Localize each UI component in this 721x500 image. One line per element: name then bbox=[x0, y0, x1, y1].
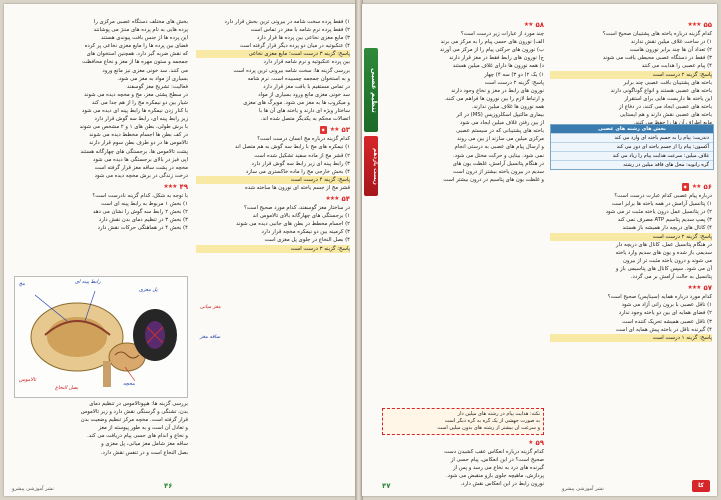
question-header bbox=[550, 183, 712, 191]
text-line: این یاخته ها داربست هایی برای استقرار bbox=[624, 95, 712, 102]
chapter-banner: تنظیم عصبی bbox=[364, 48, 378, 132]
text-line: می کنند. سد خونی مغزی نیز مانع ورود bbox=[102, 67, 188, 74]
table-row: آکسون: پیام را از جسم یاخته ای دور می کند bbox=[551, 142, 713, 151]
question-number: ۵۸ bbox=[535, 21, 544, 29]
text-line: کدام گزینه درباره انعکاس عقب کشیدن دست bbox=[444, 449, 544, 456]
answer-option: درباره پیام عصبی کدام عبارت درست است؟ bbox=[614, 193, 712, 200]
answer-option: ۲) در پتانسیل عمل درون یاخته مثبت تر می شود bbox=[605, 209, 712, 216]
question-number: ۴۹ bbox=[179, 182, 188, 191]
text-line: بخش های مختلف دستگاه عصبی مرکزی را bbox=[93, 19, 188, 25]
text-line: ۴) پیام عصبی را هدایت می کنند bbox=[641, 63, 712, 70]
answer-option: ۳) رابط پینه ای زیر رابط سه گوش قرار دارد bbox=[251, 160, 350, 167]
text-line: زیر رابط پینه ای، رابط سه گوش قرار دارد bbox=[94, 116, 188, 123]
text-line: جمجمه و ستون مهره ها از مغز و نخاع محافظت bbox=[82, 59, 188, 66]
text-line: یاخته های عصبی هستند و انواع گوناگونی دارند bbox=[610, 87, 712, 94]
text-line: ۱) یک ۲) دو ۳) سه ۴) چهار bbox=[484, 71, 544, 78]
answer-option: با توجه به شکل، کدام گزینه نادرست است؟ bbox=[92, 192, 188, 199]
figure-label: مخ bbox=[19, 281, 25, 287]
question-header bbox=[382, 21, 544, 29]
right-page bbox=[362, 4, 717, 496]
question-number: ۵۳ bbox=[341, 126, 350, 135]
text-line: صحیح است؟ در این انعکاس، پیام حسی از bbox=[450, 457, 544, 464]
text-line: ۱) فقط پرده سخت شامه در بیرونی ترین بخش قرار دارد bbox=[224, 19, 350, 25]
text-line: در سطح پشتی مغز، مخ و مخچه دیده می شوند bbox=[84, 91, 188, 98]
text-line: بصل النخاع است و در تنفس نقش دارد. bbox=[100, 449, 188, 456]
difficulty-stars-icon: ★★★ bbox=[687, 284, 701, 292]
text-line: و نخاع و اندام های حسی پیام دریافت می کند. bbox=[87, 433, 188, 440]
text-line: ۲) فقط پرده نرم شامه با مغز در تماس است bbox=[250, 27, 350, 34]
right-outer-lower bbox=[550, 180, 712, 470]
answer-option: آن می شود. سپس کانال های پتاسیمی باز و bbox=[615, 265, 712, 272]
difficulty-stars-icon: ★★ bbox=[329, 126, 339, 134]
question-number: ۵۷ bbox=[703, 284, 712, 293]
left-inner-bottom bbox=[10, 400, 188, 470]
text-line: ب) نورون های حرکتی پیام را از مرکز می آورند bbox=[439, 47, 544, 54]
info-table bbox=[550, 124, 714, 170]
badge-icon: ◆ bbox=[320, 126, 327, 134]
text-line: بررسی گزینه ها: سخت شامه بیرونی ترین پرده است bbox=[233, 67, 350, 74]
answer-option: ۲) بخش ۲ رابط سه گوش را نشان می دهد bbox=[92, 209, 188, 216]
text-line: درخت زندگی در برش مخچه دیده می شود bbox=[94, 172, 188, 179]
table-row: غلاف میلین: سرعت هدایت پیام را زیاد می کند bbox=[551, 151, 713, 160]
text-line: شیار بین دو نیمکره مخ را از هم جدا می کند bbox=[91, 99, 188, 106]
text-line: بررسی گزینه ها: هیپوتالاموس در تنظیم دمای bbox=[89, 401, 188, 407]
page-number: ۴۶ bbox=[164, 482, 173, 490]
text-line: این پرده ها از جنس بافت پیوندی هستند bbox=[101, 35, 188, 42]
difficulty-stars-icon: ★★ bbox=[523, 21, 533, 28]
text-line: مرکزی میلین می سازند از بین می روند bbox=[457, 136, 544, 143]
text-line: یاخته های عصبی ایجاد می کنند، در دفاع از bbox=[618, 103, 712, 110]
answer-option: ۴) بخش خارجی مخ را ماده خاکستری می سازد bbox=[245, 168, 350, 175]
text-line: و به استخوان جمجمه چسبیده است. نرم شامه bbox=[247, 75, 350, 82]
question-header bbox=[550, 21, 712, 29]
text-line: د) همه نورون ها دارای غلاف میلین هستند bbox=[452, 63, 544, 70]
text-line: ۱) در ساخت غلاف میلین نقش ندارند bbox=[630, 39, 712, 46]
text-line: در کف بطن ها اجسام مخطط دیده می شوند bbox=[89, 132, 188, 139]
text-line: فعالیت: تشریح مغز گوسفند bbox=[126, 83, 188, 90]
text-line: و ارتباط لازم را بین نورون ها فراهم می کنند. bbox=[444, 95, 544, 102]
text-line: پردازش، ماهیچه جلوی بازو منقبض می شود. bbox=[446, 473, 544, 480]
tip-line: به صورت جهشی از یک گره به گره دیگر است bbox=[444, 418, 540, 424]
question-number: ۵۵ bbox=[703, 21, 712, 29]
text-line: با برش طولی، بطن های ۱ و ۲ مشخص می شوند bbox=[79, 124, 188, 131]
table-title: بخش های رشته های عصبی bbox=[551, 125, 713, 133]
text-line: پاسخ: گزینه ۲ درست است bbox=[484, 79, 544, 86]
text-line: سدیم در بیرون یاخته بیشتر از درون است bbox=[453, 168, 544, 175]
answer-option: ۳) کرمینه بین دو نیمکره مخچه قرار دارد bbox=[261, 229, 350, 236]
tip-box bbox=[382, 408, 544, 435]
text-line: پشت تالاموس ها، برجستگی های چهارگانه هستند bbox=[80, 148, 188, 155]
answer-option: ۳) پمپ سدیم پتاسیم ATP مصرف نمی کند bbox=[617, 217, 712, 224]
answer-option: ۱) نیمکره های مخ با رابط سه گوش به هم متصل اند bbox=[234, 144, 350, 151]
difficulty-stars-icon: ★★★ bbox=[687, 21, 701, 28]
question-header bbox=[382, 439, 544, 447]
answer-option: ۲) اجسام مخطط در بطن های جانبی دیده می شوند bbox=[236, 221, 350, 228]
text-line: اپی فیز در بالای برجستگی ها دیده می شود bbox=[93, 156, 188, 163]
question-number: ۵۹ bbox=[535, 439, 544, 447]
question-number: ۵۴ bbox=[341, 194, 350, 203]
publisher-logo: کا bbox=[692, 480, 710, 492]
text-line: قرار گرفته است. مخچه مرکز تنظیم وضعیت بدن bbox=[80, 417, 188, 424]
text-line: یاخته های پشتیبان بافت عصبی چند برابر bbox=[623, 79, 712, 86]
text-line: فضای بین پرده ها را مایع مغزی نخاعی پر کرده bbox=[84, 43, 188, 50]
text-line: یاخته های پشتیبانی که در سیستم عصبی bbox=[456, 128, 544, 135]
answer-option: در هنگام پتانسیل عمل، کانال های دریچه دار bbox=[615, 241, 712, 248]
figure-label: بصل النخاع bbox=[55, 385, 79, 391]
text-line: و ارسال پیام های عصبی به درستی انجام bbox=[454, 144, 544, 151]
text-line: ساختار ویژه ای دارند و یاخته های آن ها با bbox=[258, 108, 350, 115]
answer-option: سدیمی باز شده و یون های سدیم وارد یاخته bbox=[615, 249, 712, 256]
difficulty-stars-icon: ★★★ bbox=[325, 194, 339, 202]
answer-option: می شوند و درون یاخته مثبت تر از بیرون bbox=[623, 257, 712, 264]
text-line: ۳) فقط در دستگاه عصبی محیطی یافت می شوند bbox=[602, 55, 712, 62]
text-line: و غلظت یون های پتاسیم در درون بیشتر است bbox=[443, 176, 544, 183]
answer-option: ۱) بخش ۱ مربوط به رابط پینه ای است bbox=[101, 201, 188, 208]
answer-option: ۲) فضای همایه ای بین دو یاخته وجود ندارد bbox=[618, 310, 712, 317]
brain-figure bbox=[14, 276, 188, 398]
text-line: ۴) عنکبوتیه در میان دو پرده دیگر قرار گرفته است bbox=[239, 43, 350, 50]
text-line: با کنار زدن نیمکره ها رابط پینه ای دیده می شود bbox=[81, 108, 188, 115]
table-row: گره رانویه: محل های فاقد میلین در رشته bbox=[551, 160, 713, 169]
text-line: نورون رابط در این انعکاس نقش دارد. bbox=[460, 481, 544, 488]
text-line: الف) نورون های حسی پیام را به مرکز می برند bbox=[440, 39, 544, 46]
page-number: ۴۷ bbox=[382, 482, 391, 490]
text-line: بدن، تشنگی و گرسنگی نقش دارد و زیر تالاموس bbox=[80, 409, 188, 416]
tip-line: و سرعت آن بیشتر از رشته های بدون میلین است bbox=[437, 425, 540, 431]
answer-option: ۲) قشر مخ از ماده سفید تشکیل شده است bbox=[254, 152, 350, 159]
text-line: کدام گزینه درباره یاخته های پشتیبان صحیح است؟ bbox=[602, 31, 712, 38]
text-line: پاسخ: گزینه ۳ درست است؛ مایع مغزی نخاعی bbox=[196, 50, 350, 58]
badge-icon: ◆ bbox=[682, 183, 689, 191]
question-header bbox=[196, 126, 350, 134]
answer-option: پتانسیل به حالت آرامش بر می گردد. bbox=[630, 274, 712, 281]
left-page bbox=[4, 4, 356, 496]
text-line: ۳) مایع مغزی نخاعی بین پرده ها قرار دارد bbox=[257, 35, 350, 42]
question-number: ۵۶ bbox=[703, 183, 712, 191]
text-line: یاخته های عصبی نقش دارند و هم ایستایی bbox=[619, 112, 712, 119]
text-line: چند مورد از عبارات زیر درست است؟ bbox=[460, 31, 544, 38]
text-line: ساقه مغز شامل مغز میانی، پل مغزی و bbox=[101, 441, 188, 448]
text-line: در هنگام پتانسیل آرامش، غلظت یون های bbox=[452, 160, 544, 167]
question-header bbox=[196, 195, 350, 203]
answer-option: ۴) بخش ۴ در هماهنگی حرکات نقش دارد bbox=[97, 225, 188, 232]
answer-option: ۴) گیرنده ناقل در یاخته پیش همایه ای است bbox=[615, 326, 712, 333]
publisher-footer: نشر آموزشی پیشرو bbox=[12, 486, 54, 492]
table-row: دندریت: پیام را به جسم یاخته ای وارد می کند bbox=[551, 133, 713, 142]
handwritten-note: مغز میانی bbox=[200, 304, 221, 310]
question-header bbox=[550, 284, 712, 292]
answer-option: ۱) ناقل عصبی با برون رانی آزاد می شود bbox=[621, 302, 712, 309]
text-line: پاسخ: گزینه ۲ درست است bbox=[550, 71, 712, 79]
answer-option: ۳) بخش ۳ در تنظیم دمای بدن نقش دارد bbox=[98, 217, 188, 224]
text-line: پرده هایی به نام پرده های مننژ می پوشانند bbox=[93, 27, 188, 34]
text-line: و میکروب ها به مغز می شود. مویرگ های مغزی bbox=[243, 99, 350, 106]
text-line: در تماس مستقیم با بافت مغز قرار دارد bbox=[263, 83, 350, 90]
question-header bbox=[10, 183, 188, 191]
difficulty-stars-icon: ★★★ bbox=[163, 182, 177, 190]
difficulty-stars-icon: ★ bbox=[528, 439, 533, 446]
answer-option: پاسخ: گزینه ۱ درست است bbox=[550, 334, 712, 342]
text-line: ج) نورون های رابط فقط در مغز قرار دارند bbox=[449, 55, 544, 62]
answer-option: ۴) کانال های دریچه دار همیشه باز هستند bbox=[622, 225, 712, 232]
answer-option: در ساختار مغز گوسفند، کدام مورد صحیح است؟ bbox=[244, 205, 350, 212]
text-line: بین پرده عنکبوتیه و نرم شامه قرار دارد bbox=[263, 59, 350, 66]
handwritten-note: ساقه مغز bbox=[200, 334, 221, 340]
answer-option: پاسخ: گزینه ۳ درست است bbox=[196, 245, 350, 253]
text-line: همه نورون ها غلاف میلین ندارند. bbox=[471, 103, 544, 110]
tip-line: نکته: هدایت پیام در رشته های میلین دار bbox=[457, 411, 540, 417]
text-line: تالاموس ها در دو طرف بطن سوم قرار دارند bbox=[89, 140, 188, 147]
text-line: که نقش ضربه گیر دارد. همچنین استخوان های bbox=[86, 51, 188, 58]
answer-option: ۴) بصل النخاع در جلوی پل مغزی است bbox=[264, 237, 350, 244]
figure-label: تالاموس bbox=[19, 377, 37, 383]
text-line: اتصالات محکم به یکدیگر متصل شده اند. bbox=[260, 116, 350, 123]
text-line: از بین رفتن غلاف میلین ایجاد می شود bbox=[459, 120, 544, 127]
answer-option: ۱) پتانسیل آرامش در همه یاخته ها برابر است bbox=[611, 201, 712, 208]
text-line: ۲) تعداد آن ها چند برابر نورون هاست bbox=[629, 47, 712, 54]
answer-option: پاسخ: گزینه ۲ درست است bbox=[550, 233, 712, 241]
answer-option: ۳) ناقل عصبی همیشه تحریک کننده است bbox=[622, 318, 712, 325]
answer-option: پاسخ: گزینه ۴ درست است bbox=[196, 176, 350, 184]
right-inner-column bbox=[382, 18, 544, 470]
chapter-subbanner: زیست یازدهم bbox=[364, 136, 378, 196]
text-line: گیرنده های درد به نخاع می رسد و پس از bbox=[453, 465, 544, 472]
answer-option: کدام مورد درباره همایه (سیناپس) صحیح است؟ bbox=[607, 294, 712, 301]
answer-option: کدام گزینه درباره مخ انسان درست است؟ bbox=[257, 136, 350, 143]
text-line: بسیاری از مواد به مغز می شود. bbox=[117, 75, 188, 82]
text-line: و تعادل آن است و به طور پیوسته از مغز bbox=[98, 425, 188, 432]
text-line: سد خونی مغزی مانع ورود بسیاری از مواد bbox=[258, 91, 350, 98]
publisher-footer: نشر آموزشی پیشرو bbox=[562, 486, 604, 492]
left-outer-column bbox=[196, 18, 350, 470]
figure-label: پل مغزی bbox=[139, 287, 158, 293]
text-line: نمی شود. بینایی و حرکت مختل می شود. bbox=[453, 152, 544, 159]
difficulty-stars-icon: ★★ bbox=[691, 183, 701, 190]
text-line: نورون های رابط در مغز و نخاع وجود دارند bbox=[451, 87, 544, 94]
figure-label: رابط پینه ای bbox=[75, 279, 101, 285]
text-line: مخچه در پشت ساقه مغز قرار گرفته است bbox=[94, 164, 188, 171]
text-line: بیماری مالتیپل اسکلروزیس (MS) در اثر bbox=[456, 112, 544, 119]
answer-option: قشر مخ از جسم یاخته ای نورون ها ساخته شده bbox=[245, 184, 350, 191]
figure-label: مخچه bbox=[123, 381, 135, 387]
answer-option: ۱) برجستگی های چهارگانه بالای تالاموس اند bbox=[252, 213, 350, 220]
